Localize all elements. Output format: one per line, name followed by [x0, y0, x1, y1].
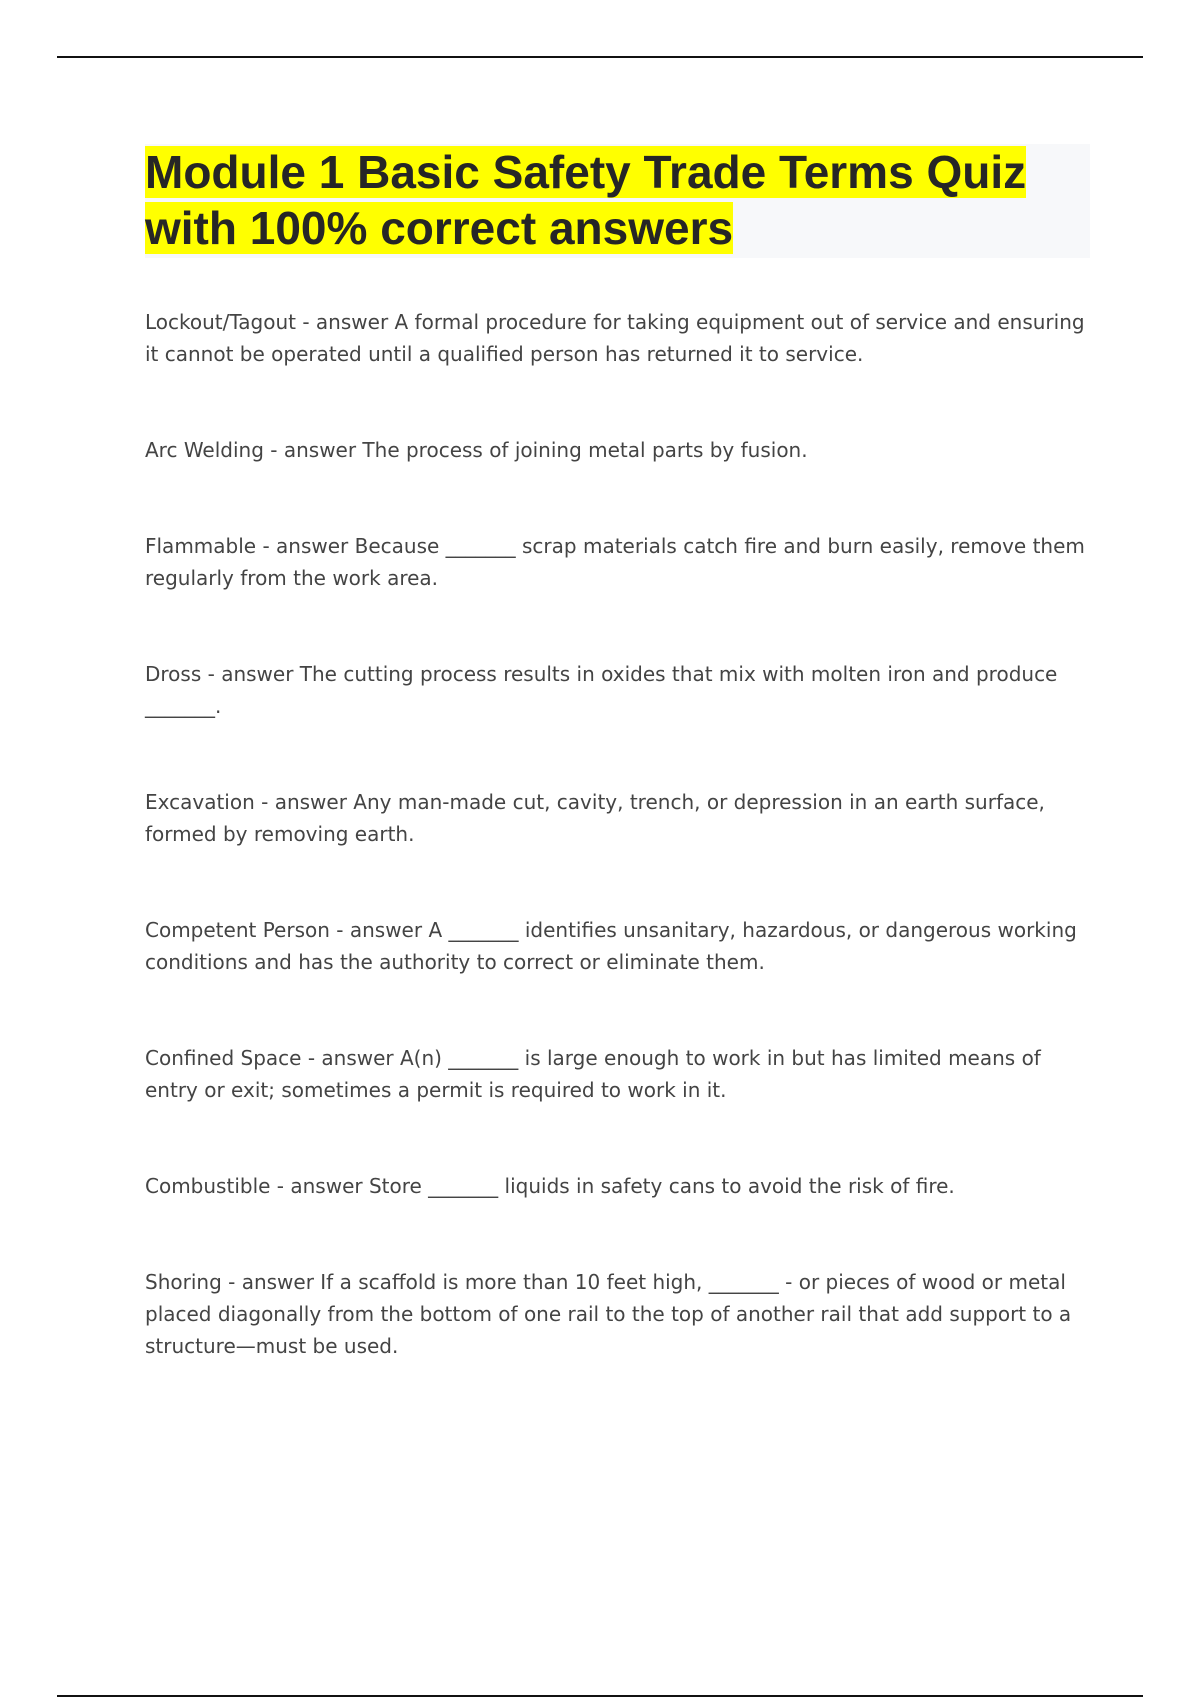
entry-lockout-tagout: Lockout/Tagout - answer A formal procedure for taking equipment out of service and ensuring it cannot be operated until a qualified person has returned it to service. [145, 310, 1085, 366]
entry-excavation: Excavation - answer Any man-made cut, cavity, trench, or depression in an earth surface, formed by removing earth. [145, 790, 1045, 846]
entry-confined-space: Confined Space - answer A(n) _______ is large enough to work in but has limited means of entry or exit; sometimes a permit is required to work in it. [145, 1046, 1041, 1102]
title-block [145, 144, 1090, 258]
entry-flammable: Flammable - answer Because _______ scrap materials catch fire and burn easily, remove them regularly from the work area. [145, 534, 1085, 590]
document-body [145, 144, 1090, 1362]
bottom-rule [57, 1695, 1143, 1697]
entry-shoring: Shoring - answer If a scaffold is more than 10 feet high, _______ - or pieces of wood or metal placed diagonally from the bottom of one rail to the top of another rail that add support to a structure—must be used. [145, 1270, 1072, 1358]
entry-dross: Dross - answer The cutting process results in oxides that mix with molten iron and produce _______. [145, 662, 1058, 718]
document-title [145, 144, 1090, 256]
title-highlight: Module 1 Basic Safety Trade Terms Quiz with 100% correct answers [145, 146, 1027, 254]
entries-list [145, 306, 1090, 1362]
top-rule [57, 56, 1143, 58]
entry-arc-welding: Arc Welding - answer The process of joining metal parts by fusion. [145, 438, 808, 462]
entry-combustible: Combustible - answer Store _______ liquids in safety cans to avoid the risk of fire. [145, 1174, 955, 1198]
entry-competent-person: Competent Person - answer A _______ identifies unsanitary, hazardous, or dangerous working conditions and has the authority to correct or eliminate them. [145, 918, 1077, 974]
